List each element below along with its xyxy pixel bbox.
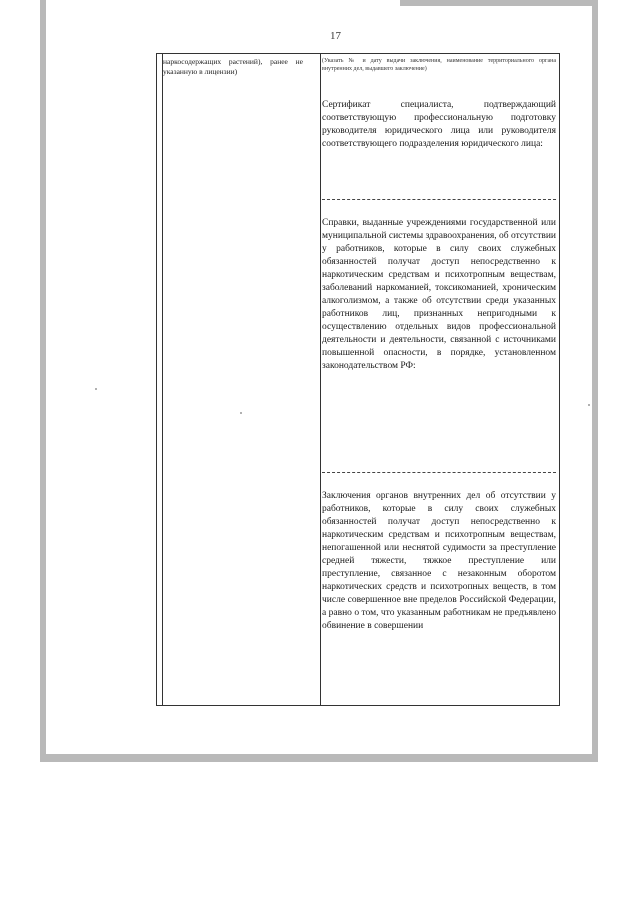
conclusion-note: (Указать № и дату выдачи заключения, наименование территориального органа внутренних дел, выдавшего заключение) (322, 58, 556, 72)
scan-speck (95, 388, 97, 390)
conclusions-paragraph: Заключения органов внутренних дел об отсутствии у работников, которые в силу своих служебных обязанностей получат доступ непосредственно к наркотическим средствам и психотропным веществам, непогашенной или неснятой судимости за преступление средней тяжести, тяжкое преступление или преступление, связанное с незаконным оборотом наркотических средств и психотропных веществ, в том числе совершенное вне пределов Российской Федерации, а равно о том, что указанным работникам не предъявлено обвинение в совершении (322, 491, 556, 631)
scan-speck (240, 412, 242, 414)
certificate-blank-line[interactable] (322, 199, 556, 200)
certificate-paragraph: Сертификат специалиста, подтверждающий соответствующую профессиональную подготовку руководителя юридического лица или руководителя соответствующего подразделения юридического лица: (322, 100, 556, 149)
scan-border-top (400, 0, 598, 6)
table-inner-border (162, 54, 163, 705)
scan-speck (588, 404, 590, 406)
table-column-divider (320, 54, 321, 705)
references-paragraph: Справки, выданные учреждениями государственной или муниципальной системы здравоохранения, об отсутствии у работников, которые в силу своих служебных обязанностей получат доступ непосредственно к наркотическим средствам и психотропным веществам, заболеваний наркоманией, токсикоманией, хроническим алкоголизмом, а также об отсутствии среди указанных работников лиц, признанных непригодными к осуществлению отдельных видов профессиональной деятельности и деятельности, связанной с источниками повышенной опасности, в порядке, установленном законодательством РФ: (322, 218, 556, 371)
left-cell-text: наркосодержащих растений), ранее не указанную в лицензии) (163, 57, 303, 76)
page-number: 17 (330, 30, 341, 42)
references-blank-line[interactable] (322, 472, 556, 473)
